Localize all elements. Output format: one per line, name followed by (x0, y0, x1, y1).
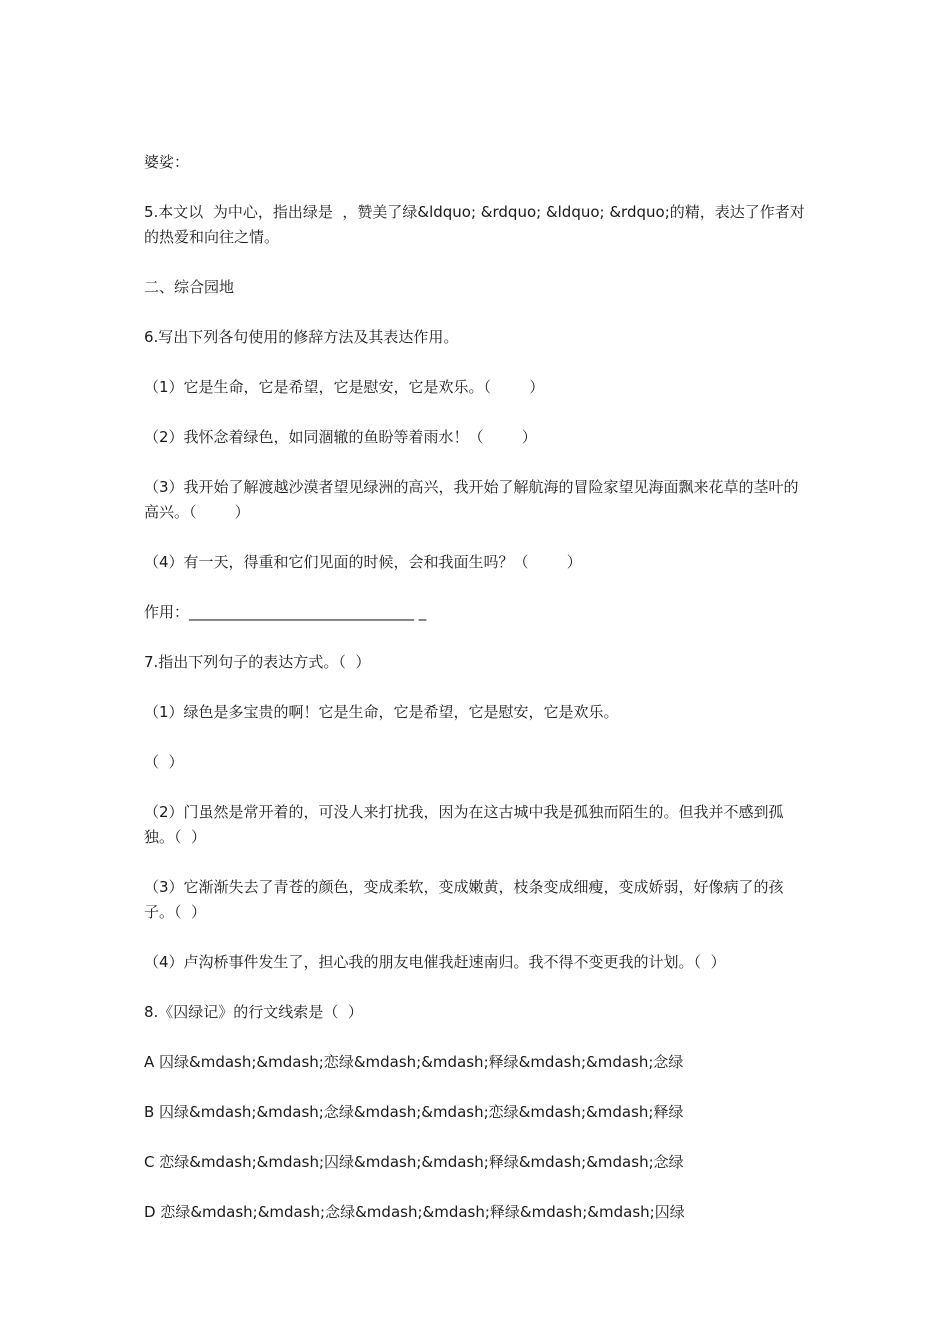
question-7-item-1: （1）绿色是多宝贵的啊！它是生命，它是希望，它是慰安，它是欢乐。 (144, 703, 619, 721)
document-body (144, 150, 815, 1250)
question-7: 7.指出下列句子的表达方式。（ ） (144, 653, 371, 671)
question-6-item-3: （3）我开始了解渡越沙漠者望见绿洲的高兴，我开始了解航海的冒险家望见海面飘来花草的茎叶的高兴。（ ） (144, 478, 799, 521)
question-7-item-1-answer: （ ） (144, 753, 184, 771)
section-heading-comprehensive: 二、综合园地 (144, 278, 235, 296)
answer-line-effect: 作用：______________________________ _ (144, 603, 427, 621)
term-definition-posuo: 婆娑： (144, 153, 190, 171)
question-8-option-b: B 囚绿&mdash;&mdash;念绿&mdash;&mdash;恋绿&mdash;&mdash;释绿 (144, 1103, 684, 1121)
question-6-item-2: （2）我怀念着绿色，如同涸辙的鱼盼等着雨水！（ ） (144, 428, 537, 446)
question-7-item-4: （4）卢沟桥事件发生了，担心我的朋友电催我赶速南归。我不得不变更我的计划。（ ） (144, 953, 726, 971)
question-7-item-3: （3）它渐渐失去了青苍的颜色，变成柔软，变成嫩黄，枝条变成细瘦，变成娇弱，好像病了的孩子。（ ） (144, 878, 784, 921)
question-8: 8.《囚绿记》的行文线索是（ ） (144, 1003, 363, 1021)
question-7-item-2: （2）门虽然是常开着的，可没人来打扰我，因为在这古城中我是孤独而陌生的。但我并不感到孤独。（ ） (144, 803, 784, 846)
question-6-item-4: （4）有一天，得重和它们见面的时候，会和我面生吗？（ ） (144, 553, 582, 571)
question-8-option-d: D 恋绿&mdash;&mdash;念绿&mdash;&mdash;释绿&mdash;&mdash;囚绿 (144, 1203, 685, 1221)
question-6: 6.写出下列各句使用的修辞方法及其表达作用。 (144, 328, 459, 346)
question-6-item-1: （1）它是生命，它是希望，它是慰安，它是欢乐。（ ） (144, 378, 545, 396)
question-8-option-c: C 恋绿&mdash;&mdash;囚绿&mdash;&mdash;释绿&mdash;&mdash;念绿 (144, 1153, 684, 1171)
question-8-option-a: A 囚绿&mdash;&mdash;恋绿&mdash;&mdash;释绿&mdash;&mdash;念绿 (144, 1053, 684, 1071)
question-5: 5.本文以 为中心，指出绿是 ，赞美了绿&ldquo; &rdquo; &ldquo; &rdquo;的精，表达了作者对 的热爱和向往之情。 (144, 203, 815, 246)
